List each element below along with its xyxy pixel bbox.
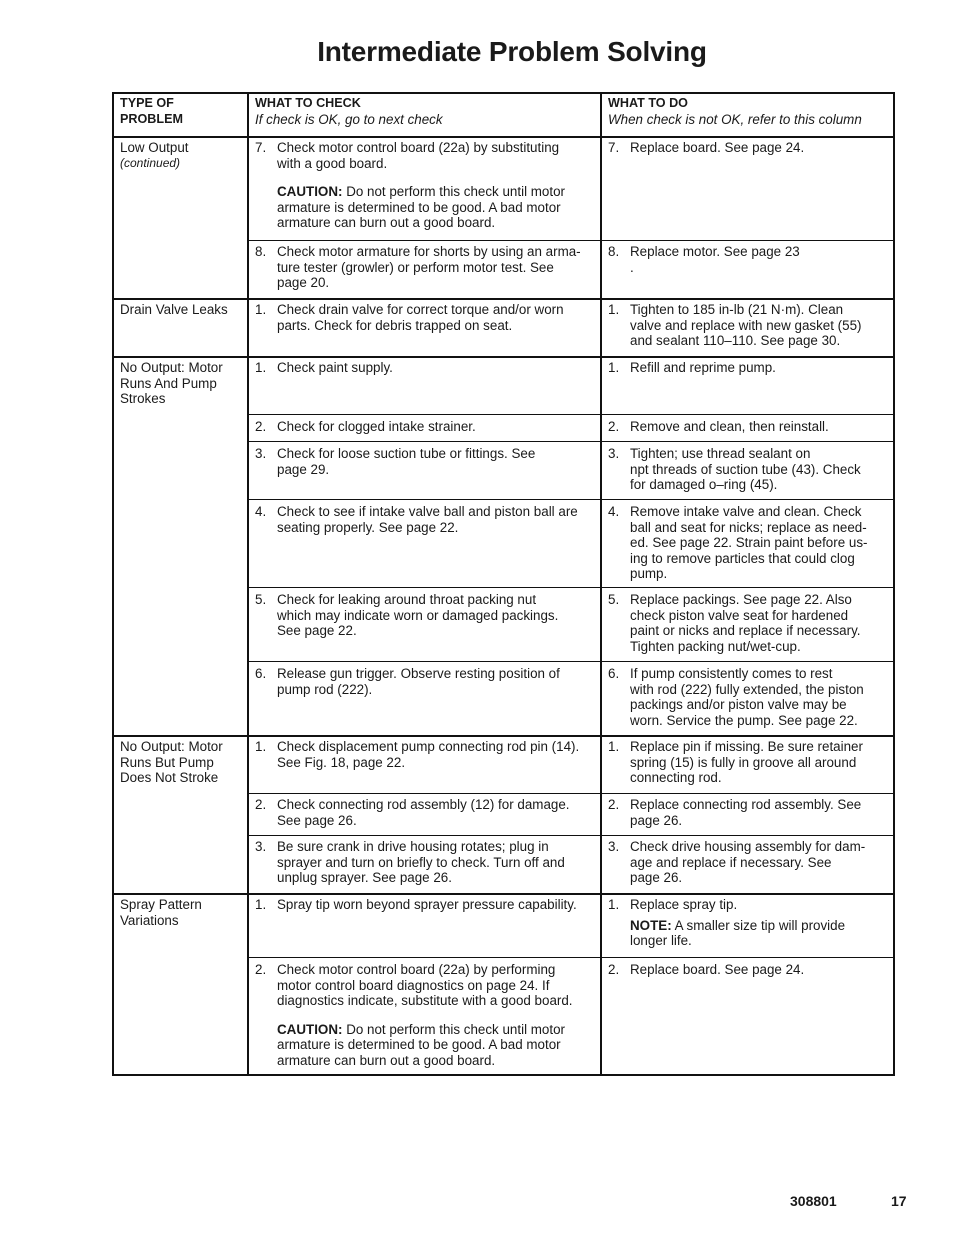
check-text: Check motor control board (22a) by performing motor control board diagnostics on page 24. If diagnostics indicate, substitute with a good board.	[277, 962, 573, 1009]
caution-text: Do not perform this check until motor armature is determined to be good. A bad motor armature can burn out a good board.	[277, 1021, 565, 1068]
header-problem: TYPE OF PROBLEM	[120, 96, 183, 126]
do-cell	[608, 666, 890, 728]
do-cell	[608, 419, 890, 435]
check-cell	[255, 302, 597, 333]
check-number: 1.	[255, 302, 267, 317]
check-text: Check displacement pump connecting rod pin (14). See Fig. 18, page 22.	[277, 739, 580, 770]
problem-spray-pattern: Spray Pattern Variations	[120, 897, 202, 928]
check-cell	[255, 739, 597, 770]
header-check	[255, 96, 595, 127]
check-number: 3.	[255, 839, 267, 854]
check-number: 2.	[255, 962, 267, 977]
check-cell	[255, 504, 597, 535]
do-text: If pump consistently comes to rest with rod (222) fully extended, the piston packings and/or piston valve may be worn. Service the pump. See page 22.	[630, 666, 864, 728]
caution-note	[277, 184, 597, 231]
header-divider	[114, 136, 893, 138]
do-cell	[608, 446, 890, 493]
do-cell	[608, 302, 890, 349]
do-cell	[608, 797, 890, 828]
check-cell	[255, 962, 597, 1069]
check-cell	[255, 244, 597, 291]
do-text: Tighten; use thread sealant on npt threads of suction tube (43). Check for damaged o–ring (45).	[630, 446, 861, 493]
note-label: NOTE:	[630, 917, 672, 933]
section-divider	[114, 735, 893, 737]
check-number: 2.	[255, 419, 267, 434]
do-cell	[608, 739, 890, 786]
row-divider	[249, 793, 893, 794]
check-text: Spray tip worn beyond sprayer pressure capability.	[277, 897, 577, 912]
do-cell	[608, 962, 890, 978]
do-text: Replace spray tip.	[630, 897, 738, 912]
column-divider	[600, 94, 602, 1074]
do-number: 2.	[608, 419, 620, 434]
check-cell	[255, 140, 597, 231]
check-number: 1.	[255, 897, 267, 912]
page-number: 17	[891, 1193, 907, 1209]
header-check-label: WHAT TO CHECK	[255, 96, 361, 110]
caution-text: Do not perform this check until motor armature is determined to be good. A bad motor armature can burn out a good board.	[277, 184, 565, 231]
header-check-subtitle: If check is OK, go to next check	[255, 111, 443, 127]
check-number: 6.	[255, 666, 267, 681]
header-do-subtitle: When check is not OK, refer to this column	[608, 111, 862, 127]
do-number: 3.	[608, 446, 620, 461]
check-cell	[255, 592, 597, 639]
do-cell	[608, 504, 890, 582]
check-cell	[255, 797, 597, 828]
do-number: 2.	[608, 962, 620, 977]
do-number: 1.	[608, 897, 620, 912]
do-text: Tighten to 185 in-lb (21 N·m). Clean valve and replace with new gasket (55) and sealant 110–110. See page 30.	[630, 302, 862, 349]
column-divider	[247, 94, 249, 1074]
caution-note	[277, 1022, 597, 1069]
caution-label: CAUTION:	[277, 1021, 343, 1037]
row-divider	[249, 499, 893, 500]
problem-no-output-strokes: No Output: Motor Runs And Pump Strokes	[120, 360, 223, 407]
check-text: Check for clogged intake strainer.	[277, 419, 476, 434]
do-text: Refill and reprime pump.	[630, 360, 776, 375]
row-divider	[249, 835, 893, 836]
do-number: 8.	[608, 244, 620, 259]
section-divider	[114, 356, 893, 358]
do-cell	[608, 140, 890, 156]
check-text: Check for loose suction tube or fittings. See page 29.	[277, 446, 536, 477]
do-text: Replace packings. See page 22. Also check piston valve seat for hardened paint or nicks and replace if necessary. Tighten packing nut/wet-cup.	[630, 592, 861, 654]
section-divider	[114, 893, 893, 895]
check-cell	[255, 419, 597, 435]
check-cell	[255, 839, 597, 886]
check-text: Be sure crank in drive housing rotates; plug in sprayer and turn on briefly to check. Turn off and unplug sprayer. See page 26.	[277, 839, 565, 886]
check-cell	[255, 666, 597, 697]
note-text: A smaller size tip will provide longer life.	[630, 917, 846, 949]
problem-no-output-no-stroke: No Output: Motor Runs But Pump Does Not Stroke	[120, 739, 223, 786]
do-cell	[608, 592, 890, 654]
row-divider	[249, 441, 893, 442]
check-text: Check to see if intake valve ball and piston ball are seating properly. See page 22.	[277, 504, 578, 535]
check-cell	[255, 446, 597, 477]
page-title: Intermediate Problem Solving	[317, 36, 707, 67]
check-text: Check paint supply.	[277, 360, 393, 375]
do-text: Remove and clean, then reinstall.	[630, 419, 829, 434]
do-cell	[608, 244, 890, 275]
problem-drain-valve: Drain Valve Leaks	[120, 302, 228, 317]
do-number: 2.	[608, 797, 620, 812]
do-number: 1.	[608, 739, 620, 754]
header-do-label: WHAT TO DO	[608, 96, 688, 110]
check-cell	[255, 360, 597, 376]
problem-label: Low Output	[120, 140, 189, 155]
continued-note: (continued)	[120, 155, 181, 170]
check-number: 3.	[255, 446, 267, 461]
problem-low-output	[120, 140, 244, 171]
do-text: Replace board. See page 24.	[630, 140, 805, 155]
check-number: 4.	[255, 504, 267, 519]
do-cell	[608, 897, 890, 949]
check-number: 1.	[255, 360, 267, 375]
do-number: 6.	[608, 666, 620, 681]
check-number: 1.	[255, 739, 267, 754]
check-text: Check for leaking around throat packing nut which may indicate worn or damaged packings. See page 22.	[277, 592, 559, 639]
do-text: Replace pin if missing. Be sure retainer spring (15) is fully in groove all around connecting rod.	[630, 739, 863, 786]
check-number: 2.	[255, 797, 267, 812]
do-number: 1.	[608, 360, 620, 375]
header-do	[608, 96, 888, 127]
do-cell	[608, 360, 890, 376]
do-number: 1.	[608, 302, 620, 317]
check-cell	[255, 897, 597, 913]
check-number: 5.	[255, 592, 267, 607]
do-text: Check drive housing assembly for dam- age and replace if necessary. See page 26.	[630, 839, 866, 886]
do-cell	[608, 839, 890, 886]
document-number: 308801	[790, 1193, 837, 1209]
caution-label: CAUTION:	[277, 184, 343, 200]
row-divider	[249, 957, 893, 958]
row-divider	[249, 661, 893, 662]
row-divider	[249, 240, 893, 241]
do-number: 4.	[608, 504, 620, 519]
check-text: Check motor armature for shorts by using an arma- ture tester (growler) or perform motor test. See page 20.	[277, 244, 581, 291]
do-text: Remove intake valve and clean. Check ball and seat for nicks; replace as need- ed. See page 22. Strain paint before us- ing to remove particles that could clog pump.	[630, 504, 868, 582]
do-text: Replace motor. See page 23 .	[630, 244, 800, 275]
do-number: 3.	[608, 839, 620, 854]
check-number: 7.	[255, 140, 267, 155]
check-text: Release gun trigger. Observe resting position of pump rod (222).	[277, 666, 560, 697]
note	[630, 918, 890, 949]
row-divider	[249, 587, 893, 588]
do-number: 5.	[608, 592, 620, 607]
check-text: Check motor control board (22a) by substituting with a good board.	[277, 140, 560, 171]
check-number: 8.	[255, 244, 267, 259]
check-text: Check connecting rod assembly (12) for damage. See page 26.	[277, 797, 570, 828]
check-text: Check drain valve for correct torque and/or worn parts. Check for debris trapped on seat.	[277, 302, 564, 333]
do-number: 7.	[608, 140, 620, 155]
do-text: Replace board. See page 24.	[630, 962, 805, 977]
do-text: Replace connecting rod assembly. See page 26.	[630, 797, 862, 828]
troubleshooting-table	[112, 92, 895, 1076]
row-divider	[249, 414, 893, 415]
section-divider	[114, 298, 893, 300]
